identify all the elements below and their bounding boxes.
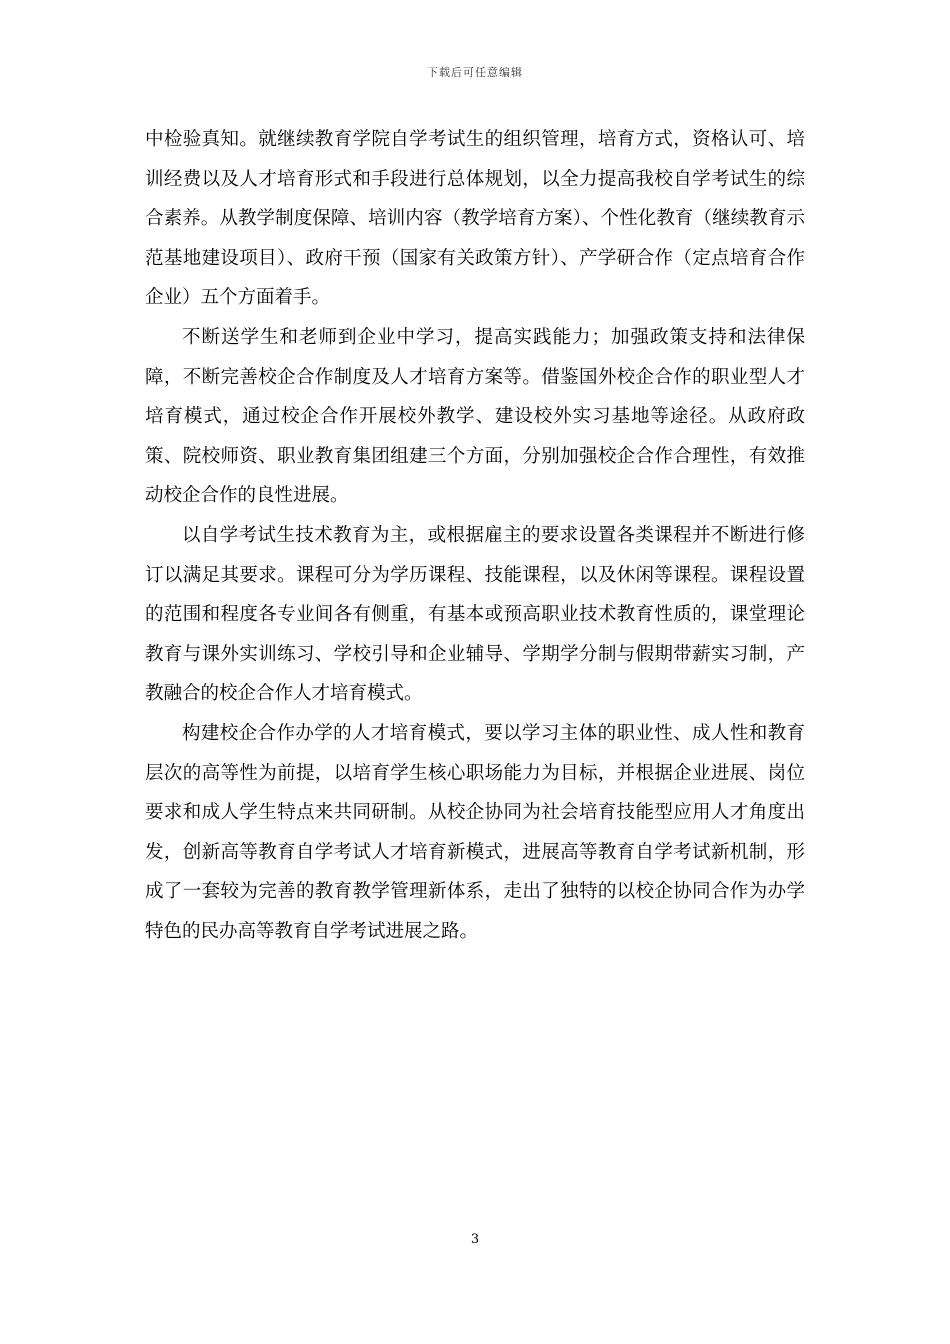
paragraph-2: 不断送学生和老师到企业中学习，提高实践能力；加强政策支持和法律保障，不断完善校企合作制度及人才培育方案等。借鉴国外校企合作的职业型人才培育模式，通过校企合作开展校外教学、建设校外实习基地等途径。从政府政策、院校师资、职业教育集团组建三个方面，分别加强校企合作合理性，有效推动校企合作的良性进展。 [145, 326, 805, 507]
document-body [145, 120, 805, 951]
paragraph-1: 中检验真知。就继续教育学院自学考试生的组织管理，培育方式，资格认可、培训经费以及人才培育形式和手段进行总体规划，以全力提高我校自学考试生的综合素养。从教学制度保障、培训内容（教学培育方案）、个性化教育（继续教育示范基地建设项目）、政府干预（国家有关政策方针）、产学研合作（定点培育合作企业）五个方面着手。 [145, 129, 805, 309]
page-header: 下载后可任意编辑 [427, 66, 523, 79]
page-number: 3 [470, 1232, 480, 1247]
paragraph-4: 构建校企合作办学的人才培育模式，要以学习主体的职业性、成人性和教育层次的高等性为前提，以培育学生核心职场能力为目标，并根据企业进展、岗位要求和成人学生特点来共同研制。从校企协同为社会培育技能型应用人才角度出发，创新高等教育自学考试人才培育新模式，进展高等教育自学考试新机制，形成了一套较为完善的教育教学管理新体系，走出了独特的以校企协同合作为办学特色的民办高等教育自学考试进展之路。 [145, 722, 805, 942]
paragraph-3: 以自学考试生技术教育为主，或根据雇主的要求设置各类课程并不断进行修订以满足其要求。课程可分为学历课程、技能课程，以及休闲等课程。课程设置的范围和程度各专业间各有侧重，有基本或预高职业技术教育性质的，课堂理论教育与课外实训练习、学校引导和企业辅导、学期学分制与假期带薪实习制，产教融合的校企合作人才培育模式。 [145, 524, 805, 705]
